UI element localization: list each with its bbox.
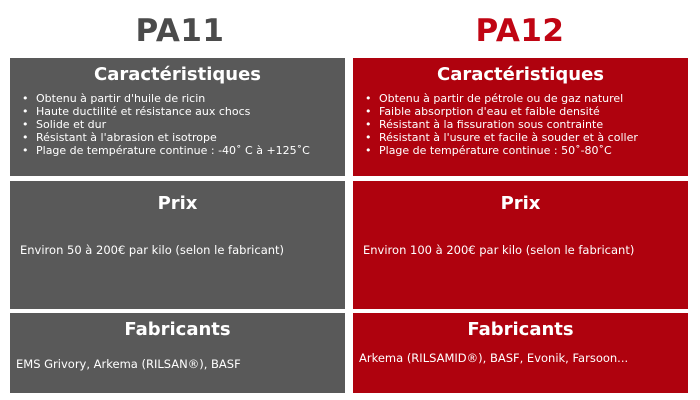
pa11-column-title: PA11: [135, 13, 225, 49]
pa11-manufacturers-text: EMS Grivory, Arkema (RILSAN®), BASF: [16, 357, 241, 371]
pa11-characteristics-heading: Caractéristiques: [93, 64, 262, 85]
pa12-characteristics-list: [365, 92, 688, 157]
list-item: • Obtenu à partir de pétrole ou de gaz naturel: [365, 92, 688, 105]
pa12-characteristics-panel: [353, 58, 688, 176]
pa12-column-title: PA12: [475, 13, 565, 49]
list-item: • Plage de température continue : 50˚-80˚C: [365, 144, 688, 157]
list-item: • Faible absorption d'eau et faible densité: [365, 105, 688, 118]
pa11-manufacturers-panel: [10, 313, 345, 393]
pa12-price-panel: [353, 181, 688, 309]
pa12-manufacturers-heading: Fabricants: [467, 319, 574, 340]
pa12-price-heading: Prix: [500, 193, 541, 214]
list-item: • Solide et dur: [22, 118, 345, 131]
list-item: • Résistant à l'abrasion et isotrope: [22, 131, 345, 144]
list-item: • Résistant à l'usure et facile à souder et à coller: [365, 131, 688, 144]
pa11-characteristics-list: [22, 92, 345, 157]
pa11-characteristics-panel: [10, 58, 345, 176]
pa11-price-panel: [10, 181, 345, 309]
pa12-price-text: Environ 100 à 200€ par kilo (selon le fabricant): [363, 243, 635, 257]
pa11-price-heading: Prix: [157, 193, 198, 214]
list-item: • Haute ductilité et résistance aux chocs: [22, 105, 345, 118]
pa12-manufacturers-text: Arkema (RILSAMID®), BASF, Evonik, Farsoon...: [359, 351, 629, 365]
list-item: • Obtenu à partir d'huile de ricin: [22, 92, 345, 105]
list-item: • Résistant à la fissuration sous contrainte: [365, 118, 688, 131]
pa11-price-text: Environ 50 à 200€ par kilo (selon le fabricant): [20, 243, 285, 257]
list-item: • Plage de température continue : -40˚ C à +125˚C: [22, 144, 345, 157]
pa12-manufacturers-panel: [353, 313, 688, 393]
pa11-manufacturers-heading: Fabricants: [124, 319, 231, 340]
pa12-characteristics-heading: Caractéristiques: [436, 64, 605, 85]
